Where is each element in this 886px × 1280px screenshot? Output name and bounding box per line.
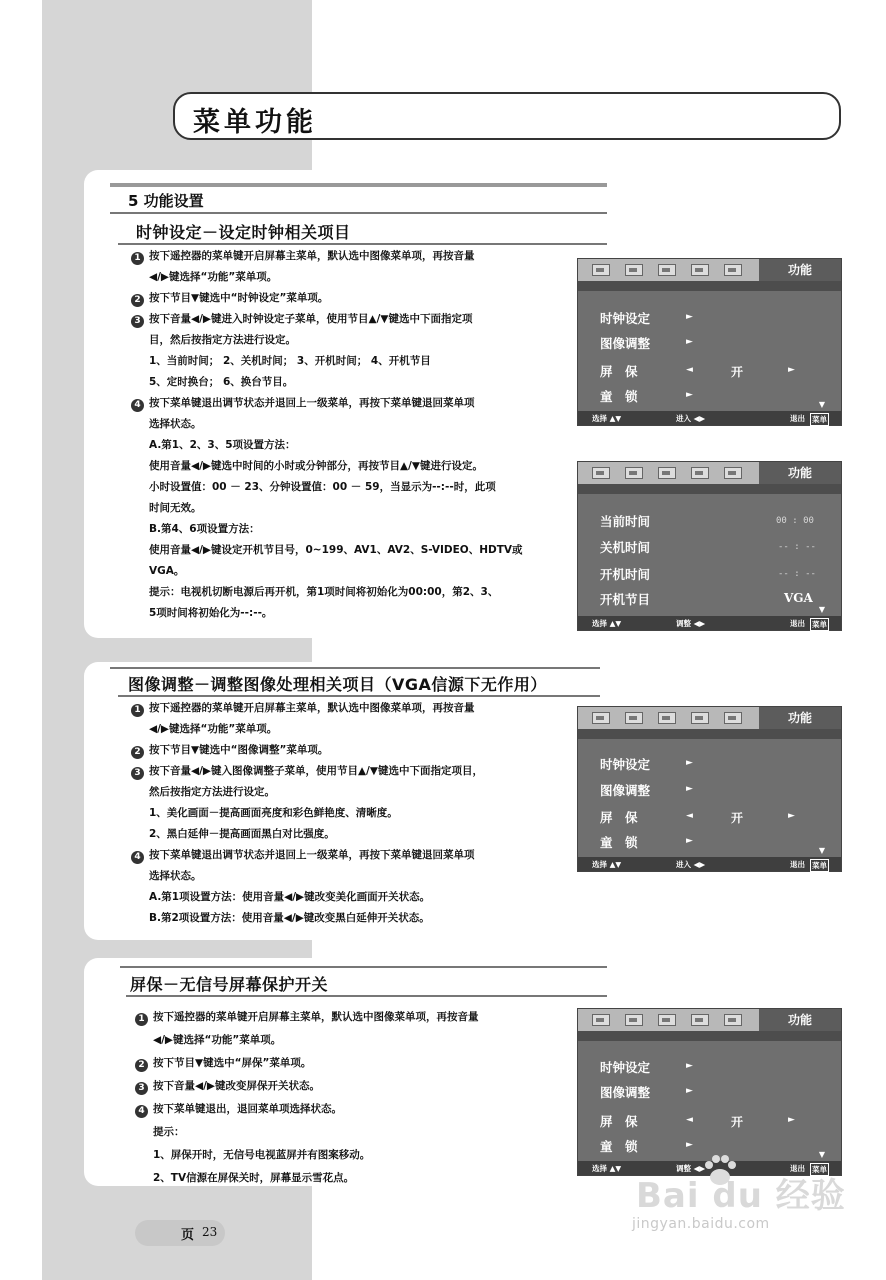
- channel-tab-icon: [658, 467, 676, 479]
- step-1-bullet: 1: [131, 704, 144, 717]
- page-number: 23: [202, 1225, 218, 1239]
- channel-tab-icon: [658, 264, 676, 276]
- picture-rule-top: [110, 667, 600, 669]
- clock-item-off: 关机时间: [600, 540, 651, 555]
- step-2-bullet: 2: [131, 746, 144, 759]
- sound-tab-icon: [625, 467, 643, 479]
- tab-function: 功能: [759, 462, 841, 484]
- step-3-bullet: 3: [131, 767, 144, 780]
- left-arrow-icon: ◄: [686, 811, 693, 821]
- scroll-down-icon: ▼: [818, 1150, 825, 1159]
- right-arrow-icon: ►: [686, 758, 693, 768]
- watermark-brand: Bai du 经验: [636, 1176, 846, 1216]
- picture-text-block: 1 按下遥控器的菜单键开启屏幕主菜单，默认选中图像菜单项，再按音量 ◀/▶键选择“功能”菜单项。 2 按下节目▼键选中“图像调整”菜单项。 3 按下音量◀/▶键入图像调整子菜单，使用节目▲/▼键选中下面指定项目， 然后按指定方法进行设定。 1、美化画面－提高画面亮度和彩色鲜艳度、清晰度。 2、黑白延伸－提高画面黑白对比强度。 4 按下菜单键退出调节状态并退回上一级菜单，再按下菜单键退回菜单项 选择状态。 A.第1项设置方法：使用音量◀/▶键改变美化画面开关状态。 B.第2项设置方法：使用音量◀/▶键改变黑白延伸开关状态。: [131, 698, 483, 929]
- page-title: 菜单功能: [193, 107, 317, 138]
- clock-heading: 时钟设定－设定时钟相关项目: [136, 223, 351, 242]
- step-4-bullet: 4: [131, 399, 144, 412]
- setup-tab-icon: [691, 712, 709, 724]
- right-arrow-icon: ►: [686, 784, 693, 794]
- clock-item-current: 当前时间: [600, 514, 651, 529]
- channel-tab-icon: [658, 1014, 676, 1026]
- menu-item-picture: 图像调整: [600, 1085, 651, 1100]
- right-arrow-icon: ►: [686, 390, 693, 400]
- scroll-down-icon: ▼: [818, 846, 825, 855]
- setup-tab-icon: [691, 264, 709, 276]
- tab-function: 功能: [759, 259, 841, 281]
- picture-tab-icon: [592, 1014, 610, 1026]
- tab-function: 功能: [759, 1009, 841, 1031]
- clock-value-on: -- : --: [778, 569, 816, 579]
- scroll-down-icon: ▼: [818, 400, 825, 409]
- menu-item-lock: 童 锁: [600, 389, 638, 404]
- saver-value: 开: [731, 811, 744, 825]
- picture-tab-icon: [592, 467, 610, 479]
- saver-rule-top: [120, 966, 607, 968]
- step-1-bullet: 1: [135, 1013, 148, 1026]
- sound-tab-icon: [625, 1014, 643, 1026]
- clock-rule: [118, 243, 607, 245]
- title-box: [173, 92, 841, 140]
- section-title: 5 功能设置: [128, 192, 204, 210]
- step-2-bullet: 2: [131, 294, 144, 307]
- tab-function: 功能: [759, 707, 841, 729]
- channel-tab-icon: [658, 712, 676, 724]
- pc-tab-icon: [724, 712, 742, 724]
- menu-item-lock: 童 锁: [600, 1139, 638, 1154]
- menu-item-lock: 童 锁: [600, 835, 638, 850]
- clock-item-program: 开机节目: [600, 592, 651, 607]
- picture-rule: [118, 695, 600, 697]
- step-2-bullet: 2: [135, 1059, 148, 1072]
- right-arrow-icon: ►: [788, 365, 795, 375]
- clock-value-program: VGA: [784, 591, 813, 605]
- setup-tab-icon: [691, 467, 709, 479]
- step-4-bullet: 4: [131, 851, 144, 864]
- menu-item-picture: 图像调整: [600, 783, 651, 798]
- page-label: 页: [181, 1228, 195, 1243]
- step-1-bullet: 1: [131, 252, 144, 265]
- left-arrow-icon: ◄: [686, 1115, 693, 1125]
- clock-value-current: 00 : 00: [776, 516, 814, 526]
- clock-item-on: 开机时间: [600, 567, 651, 582]
- step-4-bullet: 4: [135, 1105, 148, 1118]
- menu-item-clock: 时钟设定: [600, 1060, 651, 1075]
- osd-clock-menu: 功能 当前时间 00 : 00 关机时间 -- : -- 开机时间 -- : -- 开机节目 VGA ▼ 选择 ▲▼ 调整 ◀▶ 退出 菜单: [577, 461, 842, 631]
- right-arrow-icon: ►: [686, 312, 693, 322]
- step-3-bullet: 3: [131, 315, 144, 328]
- menu-item-clock: 时钟设定: [600, 757, 651, 772]
- sound-tab-icon: [625, 264, 643, 276]
- menu-item-saver: 屏 保: [600, 810, 638, 825]
- right-arrow-icon: ►: [686, 337, 693, 347]
- section-rule-top: [110, 183, 607, 187]
- pc-tab-icon: [724, 1014, 742, 1026]
- step-3-bullet: 3: [135, 1082, 148, 1095]
- picture-tab-icon: [592, 264, 610, 276]
- right-arrow-icon: ►: [686, 836, 693, 846]
- saver-value: 开: [731, 365, 744, 379]
- saver-heading: 屏保－无信号屏幕保护开关: [130, 975, 329, 994]
- menu-item-saver: 屏 保: [600, 1114, 638, 1129]
- menu-item-picture: 图像调整: [600, 336, 651, 351]
- osd-function-menu-1: 功能 时钟设定 ► 图像调整 ► 屏 保 ◄ 开 ► 童 锁 ► ▼ 选择 ▲▼ 进入 ◀▶ 退出 菜单: [577, 258, 842, 426]
- section-rule: [110, 212, 607, 214]
- right-arrow-icon: ►: [686, 1061, 693, 1071]
- pc-tab-icon: [724, 264, 742, 276]
- pc-tab-icon: [724, 467, 742, 479]
- setup-tab-icon: [691, 1014, 709, 1026]
- right-arrow-icon: ►: [788, 1115, 795, 1125]
- clock-value-off: -- : --: [778, 542, 816, 552]
- saver-text-block: 1 按下遥控器的菜单键开启屏幕主菜单，默认选中图像菜单项，再按音量 ◀/▶键选择“功能”菜单项。 2 按下节目▼键选中“屏保”菜单项。 3 按下音量◀/▶键改变屏保开关状态。 4 按下菜单键退出，退回菜单项选择状态。 提示： 1、屏保开时，无信号电视蓝屏并有图案移动。 2、TV信源在屏保关时，屏幕显示雪花点。: [135, 1006, 479, 1190]
- right-arrow-icon: ►: [686, 1086, 693, 1096]
- right-arrow-icon: ►: [686, 1140, 693, 1150]
- clock-text-block: 1 按下遥控器的菜单键开启屏幕主菜单，默认选中图像菜单项，再按音量 ◀/▶键选择“功能”菜单项。 2 按下节目▼键选中“时钟设定”菜单项。 3 按下音量◀/▶键进入时钟设定子菜单，使用节目▲/▼键选中下面指定项 目，然后按指定方法进行设定。 1、当前时间； 2、关机时间； 3、开机时间； 4、开机节目 5、定时换台； 6、换台节目。 4 按下菜单键退出调节状态并退回上一级菜单，再按下菜单键退回菜单项 选择状态。 A.第1、2、3、5项设置方法： 使用音量◀/▶键选中时间的小时或分钟部分，再按节目▲/▼键进行设定。 小时设置值：00 － 23、分钟设置值：00 － 59，当显示为--:--时，此项 时间无效。 B.第4、6项设置方法： 使用音量◀/▶键设定开机节目号，0~199、AV1、AV2、S-VIDEO、HDTV或 VGA。 提示：电视机切断电源后再开机，第1项时间将初始化为00:00，第2、3、 5项时间将初始化为--:--。: [131, 246, 523, 624]
- picture-heading: 图像调整－调整图像处理相关项目（VGA信源下无作用）: [128, 675, 547, 694]
- menu-item-clock: 时钟设定: [600, 311, 651, 326]
- scroll-down-icon: ▼: [818, 605, 825, 614]
- watermark-url: jingyan.baidu.com: [632, 1216, 770, 1232]
- picture-tab-icon: [592, 712, 610, 724]
- sound-tab-icon: [625, 712, 643, 724]
- menu-item-saver: 屏 保: [600, 364, 638, 379]
- left-arrow-icon: ◄: [686, 365, 693, 375]
- saver-rule: [126, 995, 607, 997]
- osd-function-menu-2: 功能 时钟设定 ► 图像调整 ► 屏 保 ◄ 开 ► 童 锁 ► ▼ 选择 ▲▼ 进入 ◀▶ 退出 菜单: [577, 706, 842, 872]
- right-arrow-icon: ►: [788, 811, 795, 821]
- saver-value: 开: [731, 1115, 744, 1129]
- osd-function-menu-3: 功能 时钟设定 ► 图像调整 ► 屏 保 ◄ 开 ► 童 锁 ► ▼ 选择 ▲▼ 调整 ◀▶ 退出 菜单: [577, 1008, 842, 1176]
